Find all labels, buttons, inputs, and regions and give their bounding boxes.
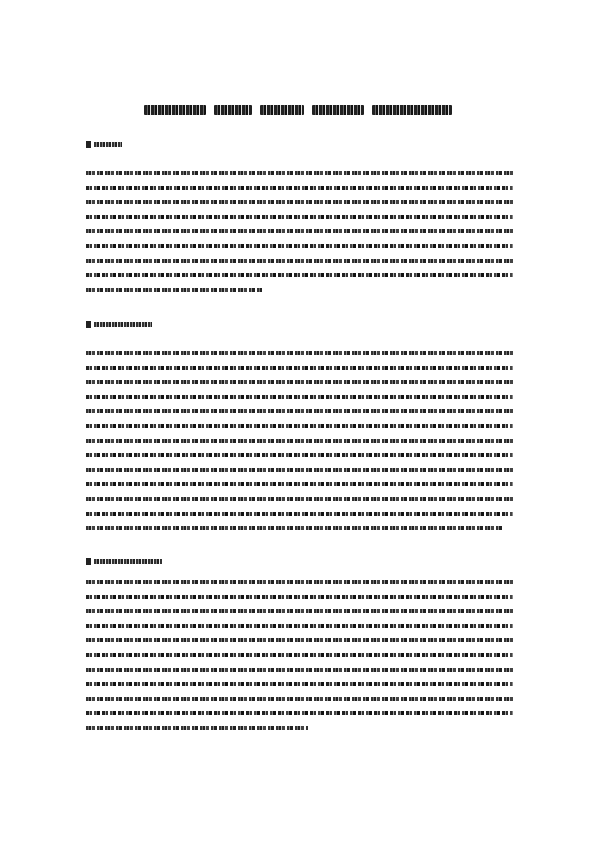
text-line xyxy=(86,624,513,628)
section-heading xyxy=(86,558,162,565)
text-line xyxy=(86,482,513,486)
text-line xyxy=(86,229,513,233)
text-line xyxy=(86,395,513,399)
paragraph xyxy=(86,580,513,741)
text-line xyxy=(86,259,513,263)
title-word xyxy=(214,105,252,115)
text-line xyxy=(86,200,513,204)
text-line xyxy=(86,526,502,530)
paragraph xyxy=(86,171,513,302)
paragraph xyxy=(86,351,513,541)
section-label xyxy=(94,559,162,564)
text-line xyxy=(86,215,513,219)
section-heading xyxy=(86,141,122,148)
section-number xyxy=(86,321,91,328)
text-line xyxy=(86,609,513,613)
text-line xyxy=(86,424,513,428)
text-line xyxy=(86,497,513,501)
text-line xyxy=(86,186,513,190)
text-line xyxy=(86,453,513,457)
text-line xyxy=(86,697,513,701)
text-line xyxy=(86,711,513,715)
text-line xyxy=(86,468,513,472)
text-line xyxy=(86,726,308,730)
section-label xyxy=(94,322,152,327)
text-line xyxy=(86,580,513,584)
title-word xyxy=(372,105,452,115)
title-word xyxy=(260,105,304,115)
title-word xyxy=(312,105,364,115)
section-heading xyxy=(86,321,152,328)
text-line xyxy=(86,288,262,292)
text-line xyxy=(86,351,513,355)
text-line xyxy=(86,668,513,672)
text-line xyxy=(86,273,513,277)
text-line xyxy=(86,244,513,248)
section-number xyxy=(86,141,91,148)
text-line xyxy=(86,439,513,443)
text-line xyxy=(86,366,513,370)
text-line xyxy=(86,653,513,657)
text-line xyxy=(86,380,513,384)
text-line xyxy=(86,171,513,175)
text-line xyxy=(86,512,513,516)
text-line xyxy=(86,682,513,686)
section-label xyxy=(94,142,122,147)
text-line xyxy=(86,595,513,599)
title-word xyxy=(144,105,206,115)
section-number xyxy=(86,558,91,565)
document-title xyxy=(0,103,595,117)
text-line xyxy=(86,638,513,642)
text-line xyxy=(86,409,513,413)
